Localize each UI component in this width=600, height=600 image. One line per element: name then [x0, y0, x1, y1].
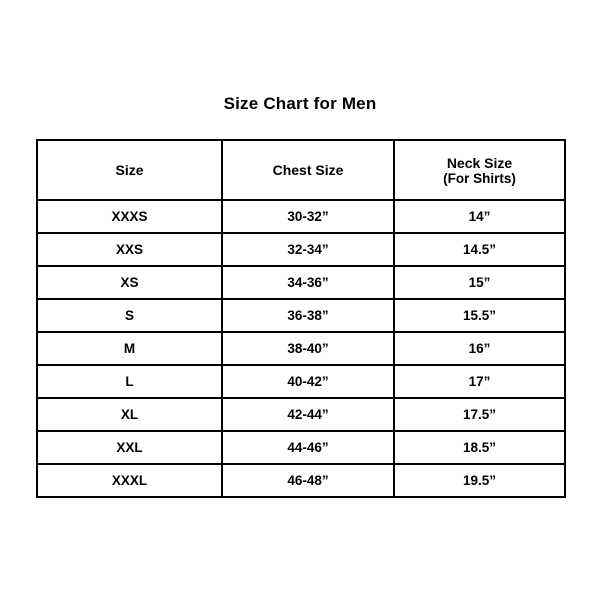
table-body — [37, 200, 565, 497]
cell-chest-size: 44-46” — [222, 431, 394, 464]
cell-neck-size: 17” — [394, 365, 565, 398]
cell-size: XL — [37, 398, 222, 431]
cell-size: L — [37, 365, 222, 398]
cell-neck-size: 14” — [394, 200, 565, 233]
cell-neck-size: 19.5” — [394, 464, 565, 497]
cell-chest-size: 42-44” — [222, 398, 394, 431]
page-title: Size Chart for Men — [223, 94, 377, 113]
cell-neck-size: 15.5” — [394, 299, 565, 332]
cell-size: XXXS — [37, 200, 222, 233]
column-header-neck-size — [394, 140, 565, 200]
table-row — [37, 233, 565, 266]
cell-size: XS — [37, 266, 222, 299]
cell-neck-size: 14.5” — [394, 233, 565, 266]
cell-size: S — [37, 299, 222, 332]
cell-neck-size: 17.5” — [394, 398, 565, 431]
cell-chest-size: 30-32” — [222, 200, 394, 233]
cell-chest-size: 32-34” — [222, 233, 394, 266]
table-row — [37, 200, 565, 233]
cell-neck-size: 16” — [394, 332, 565, 365]
table-row — [37, 398, 565, 431]
cell-chest-size: 40-42” — [222, 365, 394, 398]
table-row — [37, 299, 565, 332]
column-header-size-label: Size — [115, 162, 144, 178]
size-chart-table-container — [36, 139, 564, 498]
cell-chest-size: 46-48” — [222, 464, 394, 497]
table-row — [37, 365, 565, 398]
table-row — [37, 332, 565, 365]
cell-chest-size: 34-36” — [222, 266, 394, 299]
cell-size: M — [37, 332, 222, 365]
table-header — [37, 140, 565, 200]
column-header-chest-size — [222, 140, 394, 200]
table-row — [37, 431, 565, 464]
table-header-row — [37, 140, 565, 200]
cell-size: XXL — [37, 431, 222, 464]
cell-size: XXXL — [37, 464, 222, 497]
size-chart-table — [36, 139, 566, 498]
table-row — [37, 464, 565, 497]
cell-neck-size: 15” — [394, 266, 565, 299]
cell-size: XXS — [37, 233, 222, 266]
cell-neck-size: 18.5” — [394, 431, 565, 464]
column-header-size — [37, 140, 222, 200]
cell-chest-size: 36-38” — [222, 299, 394, 332]
table-row — [37, 266, 565, 299]
column-header-chest-size-label: Chest Size — [272, 162, 344, 178]
column-header-neck-size-label: Neck Size — [446, 154, 513, 171]
column-header-neck-size-sublabel: (For Shirts) — [443, 170, 516, 186]
cell-chest-size: 38-40” — [222, 332, 394, 365]
